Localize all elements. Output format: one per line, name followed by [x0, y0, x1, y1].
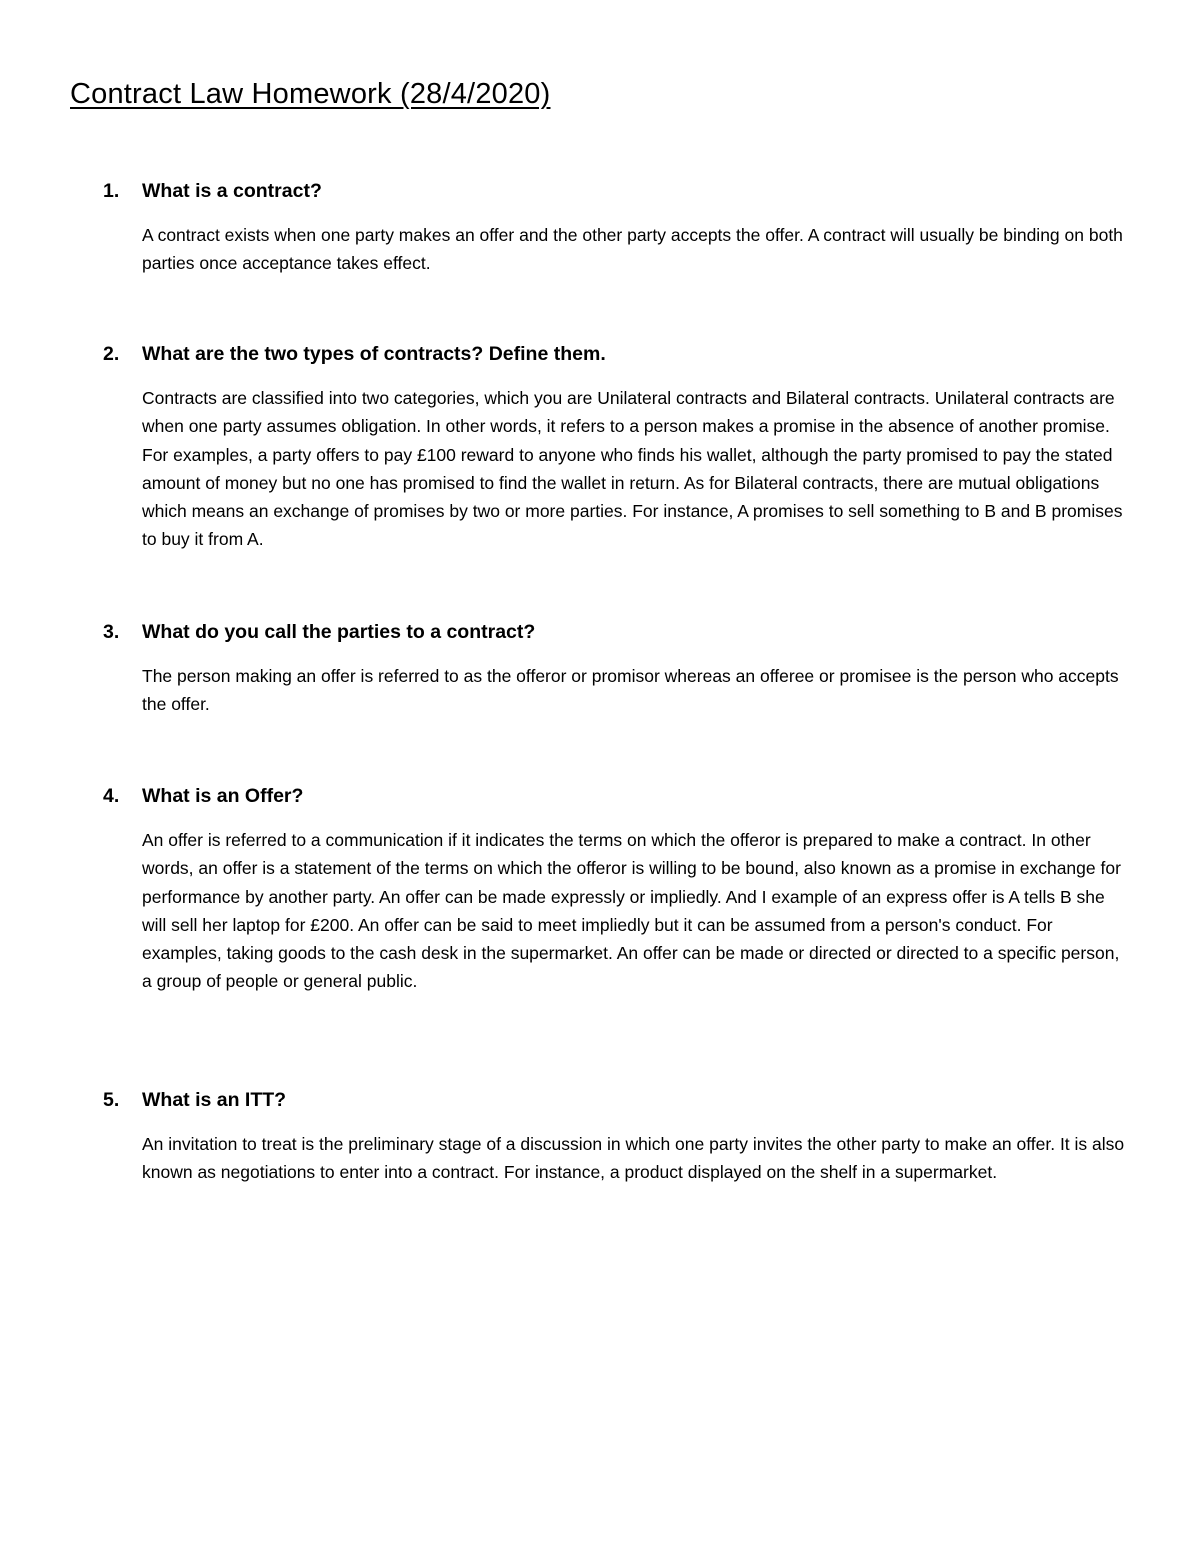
answer-text: An offer is referred to a communication if it indicates the terms on which the offeror is prepared to make a contract. In other words, an offer is a statement of the terms on which the offeror is willing to be bound, also known as a promise in exchange for performance by another party. An offer can be made expressly or impliedly. And I example of an express offer is A tells B she will sell her laptop for £200. An offer can be said to meet impliedly but it can be assumed from a person's conduct. For examples, taking goods to the cash desk in the supermarket. An offer can be made or directed or directed to a specific person, a group of people or general public.	[142, 830, 1121, 992]
question-number: 2.	[103, 343, 120, 365]
question-number: 5.	[103, 1089, 120, 1111]
question-text: What is an ITT?	[142, 1089, 287, 1111]
question-text: What do you call the parties to a contract?	[142, 621, 536, 643]
answer-text: The person making an offer is referred to as the offeror or promisor whereas an offeree or promisee is the person who accepts the offer.	[142, 666, 1119, 715]
question-text: What is a contract?	[142, 180, 322, 202]
document-title: Contract Law Homework (28/4/2020)	[70, 78, 551, 110]
question-text: What is an Offer?	[142, 785, 304, 807]
question-number: 1.	[103, 180, 120, 202]
question-text: What are the two types of contracts? Define them.	[142, 343, 606, 365]
question-number: 4.	[103, 785, 120, 807]
answer-text: A contract exists when one party makes an offer and the other party accepts the offer. A contract will usually be binding on both parties once acceptance takes effect.	[142, 225, 1123, 274]
answer-text: Contracts are classified into two categories, which you are Unilateral contracts and Bilateral contracts. Unilateral contracts are when one party assumes obligation. In other words, it refers to a person makes a promise in the absence of another promise. For examples, a party offers to pay £100 reward to anyone who finds his wallet, although the party promised to pay the stated amount of money but no one has promised to find the wallet in return. As for Bilateral contracts, there are mutual obligations which means an exchange of promises by two or more parties. For instance, A promises to sell something to B and B promises to buy it from A.	[142, 388, 1123, 550]
answer-text: An invitation to treat is the preliminary stage of a discussion in which one party invites the other party to make an offer. It is also known as negotiations to enter into a contract. For instance, a product displayed on the shelf in a supermarket.	[142, 1134, 1125, 1183]
question-number: 3.	[103, 621, 120, 643]
